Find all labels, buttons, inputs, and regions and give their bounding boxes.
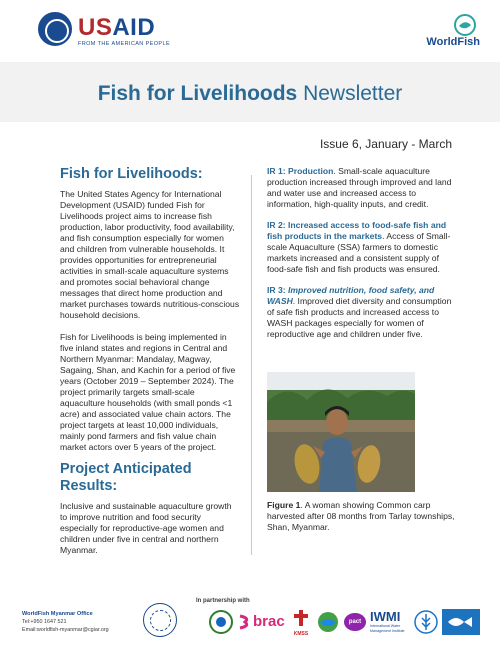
results-paragraph: Inclusive and sustainable aquaculture growth to improve nutrition and food security especially for reproductive-age women and children under five in central and northern Myanmar. xyxy=(60,501,232,555)
cgiar-fish-icon xyxy=(442,609,480,635)
section-heading-fish-for-livelihoods: Fish for Livelihoods: xyxy=(60,166,203,182)
newsletter-banner xyxy=(0,62,500,122)
woman-with-fish-photo xyxy=(267,372,415,492)
worldfish-logo xyxy=(402,14,482,50)
worldfish-wordmark: WorldFish xyxy=(426,36,480,48)
iwmi-logo xyxy=(370,610,410,633)
partner-logos xyxy=(208,609,493,637)
pact-logo: pact xyxy=(344,613,366,631)
column-divider xyxy=(251,175,252,555)
usaid-tagline: FROM THE AMERICAN PEOPLE xyxy=(78,41,171,47)
government-seal-icon xyxy=(143,603,177,637)
left-column xyxy=(60,166,240,556)
brac-flower-icon xyxy=(238,614,252,630)
photo-illustration xyxy=(267,372,415,492)
issue-label: Issue 6, January - March xyxy=(319,137,452,151)
office-tel: Tel:+950 1647 521 xyxy=(22,619,67,625)
usaid-logo xyxy=(38,12,188,52)
ir2-paragraph: IR 2: Increased access to food-safe fish and fish products in the markets. Access of Small-scale Aquaculture (SSA) farmers to domestic markets increased and a consistent supply of food-safe fish and fish products was ensured. xyxy=(267,220,451,274)
fish-icon xyxy=(454,14,476,36)
ir3-paragraph: IR 3: Improved nutrition, food safety, and WASH. Improved diet diversity and consumption of safe fish products and increased access to WASH packages especially for women of reproductive age and children under five. xyxy=(267,285,452,339)
figure-caption: Figure 1. A woman showing Common carp harvested after 08 months from Tarlay townships, Shan, Myanmar. xyxy=(267,500,455,532)
cgiar-program-logo xyxy=(442,609,480,635)
fao-wheat-icon xyxy=(414,609,438,635)
usaid-seal-icon xyxy=(38,12,72,46)
kmss-logo xyxy=(291,609,311,635)
section-heading-anticipated-results: Project Anticipated Results: xyxy=(60,461,192,494)
usaid-wordmark: USAID xyxy=(78,14,156,41)
partnership-label: In partnership with xyxy=(196,598,250,604)
office-contact xyxy=(22,610,152,634)
partner-globe-icon xyxy=(316,609,340,635)
partner-emblem-icon xyxy=(208,609,234,635)
right-column xyxy=(267,166,460,350)
iwmi-wordmark: IWMI xyxy=(370,609,401,624)
implementation-paragraph: Fish for Livelihoods is being implemented in five inland states and regions in Central and Northern Myanmar: Mandalay, Magway, Sagaing, Shan, and Kachin for a period of five years (October 2019 – September 2024). The project primarily targets small-scale aquaculture households (with small ponds <1 acre) and associated value chain actors. The project targets at least 10,000 individuals, mainly pond farmers and fish value chain market actors over 5 years of the project. xyxy=(60,332,236,452)
iwmi-subtitle: International Water Management Institute xyxy=(370,624,405,633)
intro-paragraph: The United States Agency for International Development (USAID) funded Fish for Livelihoods project aims to increase fish production, labor productivity, food availability, and fish consumption especially for women and children from vulnerable households. It provides opportunities for entrepreneurial activities in small-scale aquaculture systems and promotes social behavioral change messages that direct home production and market purchases towards nutritious-conscious household decisions. xyxy=(60,189,240,320)
brac-logo: brac xyxy=(253,613,285,630)
kmss-cross-icon xyxy=(291,609,311,627)
ir1-paragraph: IR 1: Production. Small-scale aquaculture production increased through improved and land and water use and increased access to information, high-quality inputs, and credit. xyxy=(267,166,452,209)
kmss-label: KMSS xyxy=(293,631,309,637)
office-email: Email:worldfish-myanmar@cgiar.org xyxy=(22,627,109,633)
office-title: WorldFish Myanmar Office xyxy=(22,611,93,617)
newsletter-title: Fish for Livelihoods Newsletter xyxy=(97,82,403,105)
